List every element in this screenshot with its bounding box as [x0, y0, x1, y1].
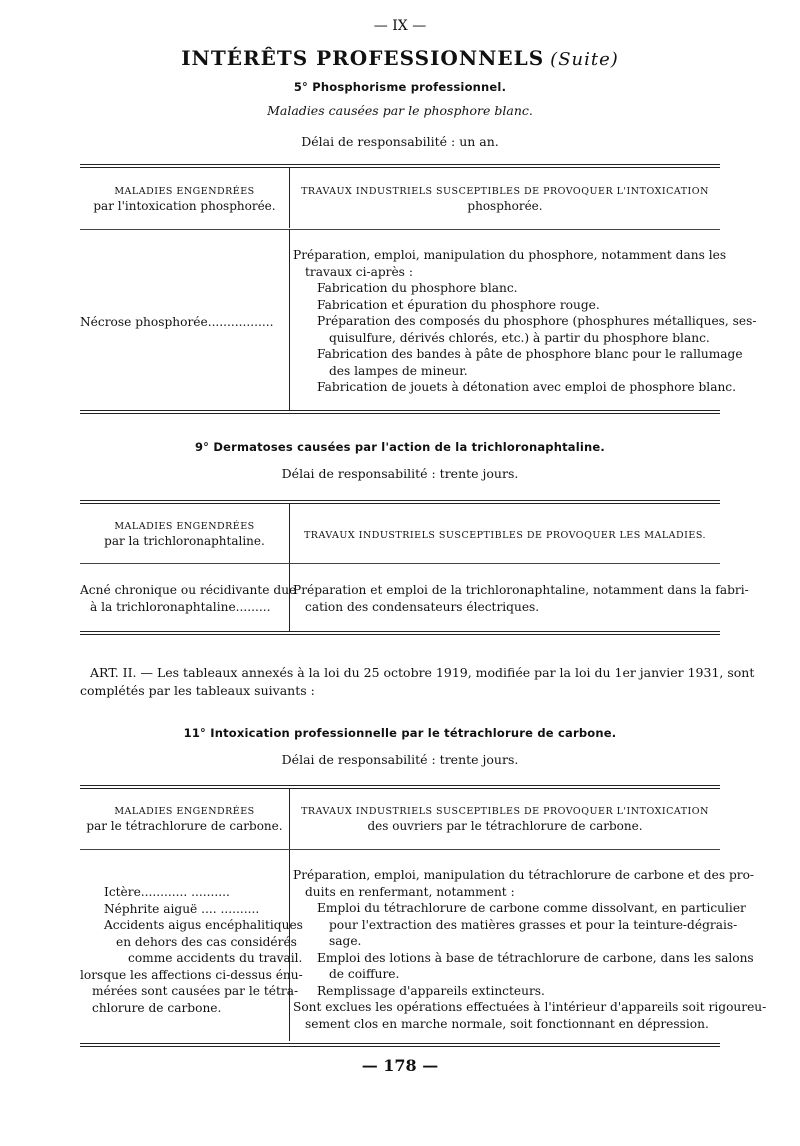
- table-header-diseases: [82, 184, 287, 214]
- disease-line: mérées sont causées par le tétra-: [92, 984, 299, 998]
- table-rule: [80, 413, 720, 414]
- delai-trichloronaphtaline: Délai de responsabilité : trente jours.: [281, 466, 519, 481]
- header-line: TRAVAUX INDUSTRIELS SUSCEPTIBLES DE PROVOQUER L'INTOXICATION: [301, 186, 709, 197]
- disease-necrose: Nécrose phosphorée.................: [80, 315, 274, 329]
- page-title-text: INTÉRÊTS PROFESSIONNELS: [181, 46, 545, 70]
- works-line: Préparation et emploi de la trichloronaphtaline, notamment dans la fabri-: [293, 583, 749, 597]
- table-rule: [80, 229, 720, 230]
- works-line: duits en renfermant, notamment :: [305, 884, 515, 899]
- delai-tetrachlorure: Délai de responsabilité : trente jours.: [281, 752, 519, 767]
- page-title: [0, 46, 800, 70]
- works-line: Sont exclues les opérations effectuées à l'intérieur d'appareils soit rigoureu-: [293, 1000, 767, 1014]
- works-line: quisulfure, dérivés chlorés, etc.) à partir du phosphore blanc.: [329, 330, 710, 345]
- section-title-phosphorisme: 5° Phosphorisme professionnel.: [293, 80, 507, 94]
- table-rule: [80, 503, 720, 504]
- works-line: Fabrication et épuration du phosphore rouge.: [317, 297, 600, 312]
- table-rule: [80, 785, 720, 786]
- header-line: MALADIES ENGENDRÉES: [114, 186, 255, 197]
- works-line: Fabrication de jouets à détonation avec emploi de phosphore blanc.: [317, 380, 737, 394]
- header-line: MALADIES ENGENDRÉES: [114, 806, 255, 817]
- table-rule: [80, 634, 720, 635]
- table-rule: [80, 788, 720, 789]
- works-line: pour l'extraction des matières grasses et pour la teinture-dégrais-: [329, 917, 738, 932]
- header-line: par l'intoxication phosphorée.: [93, 199, 276, 213]
- table-rule: [80, 1043, 720, 1044]
- table-rule: [80, 849, 720, 850]
- disease-line: en dehors des cas considérés: [116, 934, 297, 949]
- page-number-roman: — IX —: [373, 18, 427, 34]
- table-rule: [80, 500, 720, 501]
- diseases-list-tetrachlorure: [80, 884, 303, 1016]
- section-subtitle-phosphorisme: Maladies causées par le phosphore blanc.: [267, 103, 533, 118]
- table-rule: [80, 563, 720, 564]
- header-line: par la trichloronaphtaline.: [104, 534, 265, 548]
- works-line: de coiffure.: [329, 967, 400, 981]
- works-line: Emploi des lotions à base de tétrachlorure de carbone, dans les salons: [317, 950, 754, 965]
- table-header-works: TRAVAUX INDUSTRIELS SUSCEPTIBLES DE PROVOQUER LES MALADIES.: [303, 530, 707, 541]
- table-rule: [80, 164, 720, 165]
- disease-line: lorsque les affections ci-dessus énu-: [80, 967, 303, 982]
- column-divider: [289, 504, 290, 632]
- table-rule: [80, 1046, 720, 1047]
- section-title-trichloronaphtaline: 9° Dermatoses causées par l'action de la trichloronaphtaline.: [194, 440, 606, 454]
- article-text: — Les tableaux annexés à la loi du 25 octobre 1919, modifiée par la loi du 1er janvier 1931, sont: [140, 665, 755, 680]
- table-header-works: [292, 184, 718, 214]
- works-line: sage.: [329, 934, 362, 948]
- disease-line: Ictère............ ..........: [104, 885, 230, 899]
- table-header-diseases: [82, 804, 287, 834]
- disease-line: à la trichloronaphtaline.........: [90, 599, 271, 614]
- works-line: Fabrication des bandes à pâte de phosphore blanc pour le rallumage: [317, 347, 743, 361]
- disease-line: chlorure de carbone.: [92, 1000, 222, 1015]
- article-ii: [80, 664, 755, 700]
- works-line: Préparation, emploi, manipulation du phosphore, notamment dans les: [293, 248, 727, 262]
- disease-line: Acné chronique ou récidivante due: [80, 583, 297, 597]
- works-trichloronaphtaline: [293, 582, 749, 615]
- works-line: Fabrication du phosphore blanc.: [317, 281, 518, 295]
- column-divider: [289, 168, 290, 228]
- delai-phosphorisme: Délai de responsabilité : un an.: [301, 134, 499, 149]
- table-rule: [80, 167, 720, 168]
- table-rule: [80, 631, 720, 632]
- works-line: Emploi du tétrachlorure de carbone comme dissolvant, en particulier: [317, 901, 746, 915]
- disease-acne: [80, 582, 297, 615]
- disease-line: Néphrite aiguë .... ..........: [104, 901, 260, 916]
- column-divider: [289, 789, 290, 1041]
- table-rule: [80, 410, 720, 411]
- works-line: cation des condensateurs électriques.: [305, 599, 540, 614]
- article-label: ART. II.: [90, 665, 137, 680]
- header-line: des ouvriers par le tétrachlorure de carbone.: [367, 819, 643, 833]
- works-line: Préparation des composés du phosphore (phosphures métalliques, ses-: [317, 314, 757, 328]
- header-line: TRAVAUX INDUSTRIELS SUSCEPTIBLES DE PROVOQUER L'INTOXICATION: [301, 806, 709, 817]
- table-header-diseases: [82, 519, 287, 549]
- page-title-suffix: (Suite): [550, 49, 619, 70]
- disease-line: comme accidents du travail.: [128, 951, 303, 965]
- header-line: phosphorée.: [467, 199, 543, 213]
- works-line: travaux ci-après :: [305, 264, 413, 279]
- column-divider: [289, 229, 290, 411]
- table-header-works: [292, 804, 718, 834]
- works-line: Remplissage d'appareils extincteurs.: [317, 983, 545, 998]
- section-title-tetrachlorure: 11° Intoxication professionnelle par le tétrachlorure de carbone.: [183, 726, 617, 740]
- article-text-cont: complétés par les tableaux suivants :: [80, 683, 315, 698]
- works-line: des lampes de mineur.: [329, 363, 468, 378]
- works-list-tetrachlorure: [293, 867, 767, 1032]
- header-line: MALADIES ENGENDRÉES: [114, 521, 255, 532]
- works-line: sement clos en marche normale, soit fonctionnant en dépression.: [305, 1016, 709, 1031]
- header-line: par le tétrachlorure de carbone.: [86, 819, 283, 833]
- works-line: Préparation, emploi, manipulation du tétrachlorure de carbone et des pro-: [293, 868, 755, 882]
- works-list-phosphore: [293, 247, 757, 396]
- page-number: — 178 —: [361, 1056, 439, 1075]
- disease-line: Accidents aigus encéphalitiques: [104, 918, 303, 932]
